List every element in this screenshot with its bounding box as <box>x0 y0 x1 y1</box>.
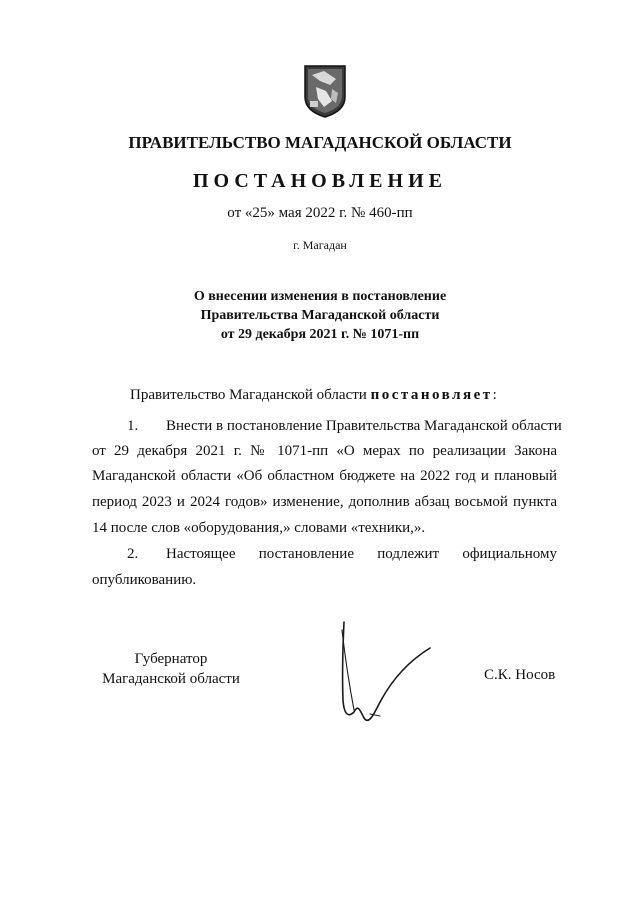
document-type-title: ПОСТАНОВЛЕНИЕ <box>193 170 447 192</box>
item2-line-1: Настоящее постановление подлежит официальному <box>166 546 557 562</box>
item1-line-4: период 2023 и 2024 годов» изменение, дополнив абзац восьмой пункта <box>92 494 557 510</box>
item2-number: 2. <box>127 546 139 562</box>
item2-line-2: опубликованию. <box>92 572 197 588</box>
subject-line-2: Правительства Магаданской области <box>200 308 440 323</box>
document-date-number: от «25» мая 2022 г. № 460-пп <box>227 205 413 221</box>
item1-number: 1. <box>127 418 139 434</box>
intro-colon: : <box>492 387 497 403</box>
coat-of-arms-icon <box>302 63 348 119</box>
position-line-1: Губернатор <box>134 651 208 667</box>
position-line-2: Магаданской области <box>102 671 240 687</box>
document-city: г. Магадан <box>293 238 347 252</box>
item1-line-1: Внести в постановление Правительства Магаданской области <box>166 418 562 434</box>
item1-line-5: 14 после слов «оборудования,» словами «техники,». <box>92 520 426 536</box>
intro-spaced-word: постановляет <box>370 387 493 403</box>
signatory-position <box>96 649 246 689</box>
handwritten-signature <box>330 618 440 728</box>
organization-title: ПРАВИТЕЛЬСТВО МАГАДАНСКОЙ ОБЛАСТИ <box>128 133 512 152</box>
document-subject <box>0 287 640 344</box>
intro-paragraph <box>130 387 497 404</box>
item1-line-2: от 29 декабря 2021 г. № 1071-пп «О мерах по реализации Закона <box>92 443 557 459</box>
subject-line-3: от 29 декабря 2021 г. № 1071-пп <box>220 327 420 342</box>
intro-text: Правительство Магаданской области <box>130 387 371 403</box>
signatory-name: С.К. Носов <box>484 667 556 683</box>
subject-line-1: О внесении изменения в постановление <box>193 289 447 304</box>
item1-line-3: Магаданской области «Об областном бюджете на 2022 год и плановый <box>92 468 557 484</box>
